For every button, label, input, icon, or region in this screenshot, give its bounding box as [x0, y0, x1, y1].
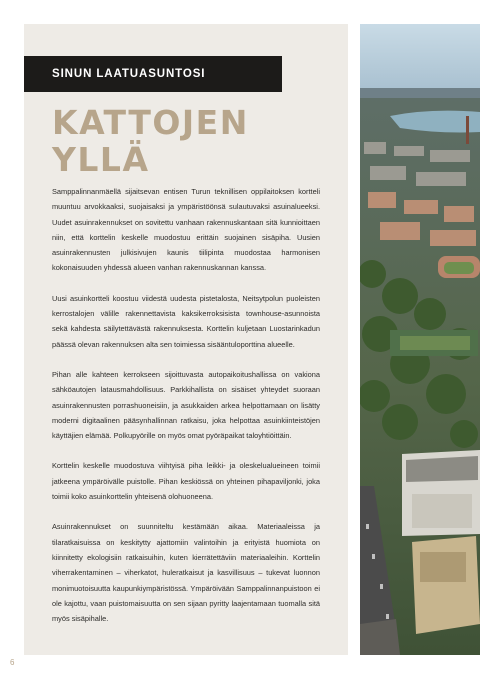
section-banner: SINUN LAATUASUNTOSI — [24, 56, 282, 92]
paragraph: Pihan alle kahteen kerrokseen sijoittuvasta autopaikoitushallissa on vakiona sähköautojen latausmahdollisuus. Parkkihallista on sisäiset yhteydet suoraan asuinrakennusten porrashuoneisiin, ja asukkaiden arkea helpottamaan on lisätty moderni digitaalinen pääsynhallinnan ratkaisu, joka helpottaa asuinkiinteistöjen käyttäjien elämää. Polkupyörille on myös omat pyöräpaikat taloyhtiöittäin. — [52, 369, 320, 441]
body-text — [52, 184, 320, 641]
title-line-2: YLLÄ — [52, 140, 150, 179]
title-line-1: KATTOJEN — [52, 103, 249, 142]
page-number: 6 — [10, 658, 15, 667]
page-title — [52, 104, 249, 178]
paragraph: Samppalinnanmäellä sijaitsevan entisen Turun teknillisen oppilaitoksen kortteli muuntuu arvokkaaksi, suojaisaksi ja ympäristöönsä sulautuvaksi asuinalueeksi. Uudet asuinrakennukset on sovitettu vanhaan rakennuskantaan sitä kunnioittaen niin, että korttelin keskelle muodostuu erittäin suojainen sisäpiha. Uusien asuinrakennusten julkisivujen kaunis tiilipinta muodostaa harmonisen kokonaisuuden yhdessä alueen vanhan rakennuskannan kanssa. — [52, 187, 320, 273]
paragraph: Uusi asuinkortteli koostuu viidestä uudesta pistetalosta, Neitsytpolun puoleisten kerrostalojen välille rakennettavista kaksikerroksisista townhouse-asunnoista sekä kahdesta säilytettävästä rakennuksesta. Korttelin kuljetaan Luostarinkadun päässä olevan rakennuksen alta sen toimiessa sisääntuloporttina alueelle. — [52, 293, 320, 349]
aerial-city-photo — [360, 24, 480, 655]
paragraph: Asuinrakennukset on suunniteltu kestämään aikaa. Materiaaleissa ja tilaratkaisuissa on keskitytty ajattomiin valintoihin ja erityistä huomiota on kiinnitetty ekologisiin ratkaisuihin, kuten kierrätettäviin materiaaleihin. Korttelin viherrakentaminen – viherkatot, huleratkaisut ja kasvillisuus – tukevat luonnon monimuotoisuutta kaupunkiympäristössä. Ympäröivään Samppalinnanpuistoon ei ole kajottu, vaan puistomaisuutta on sen sijaan pyritty laajentamaan tuomalla sitä myös sisäpihalle. — [52, 522, 320, 624]
paragraph: Korttelin keskelle muodostuva viihtyisä piha leikki- ja oleskelualueineen toimii jatkeena ympäröivälle puistolle. Pihan keskiössä on yhteinen pihapaviljonki, joka toimii koko asuinkorttelin yhteisenä olohuoneena. — [52, 461, 320, 502]
